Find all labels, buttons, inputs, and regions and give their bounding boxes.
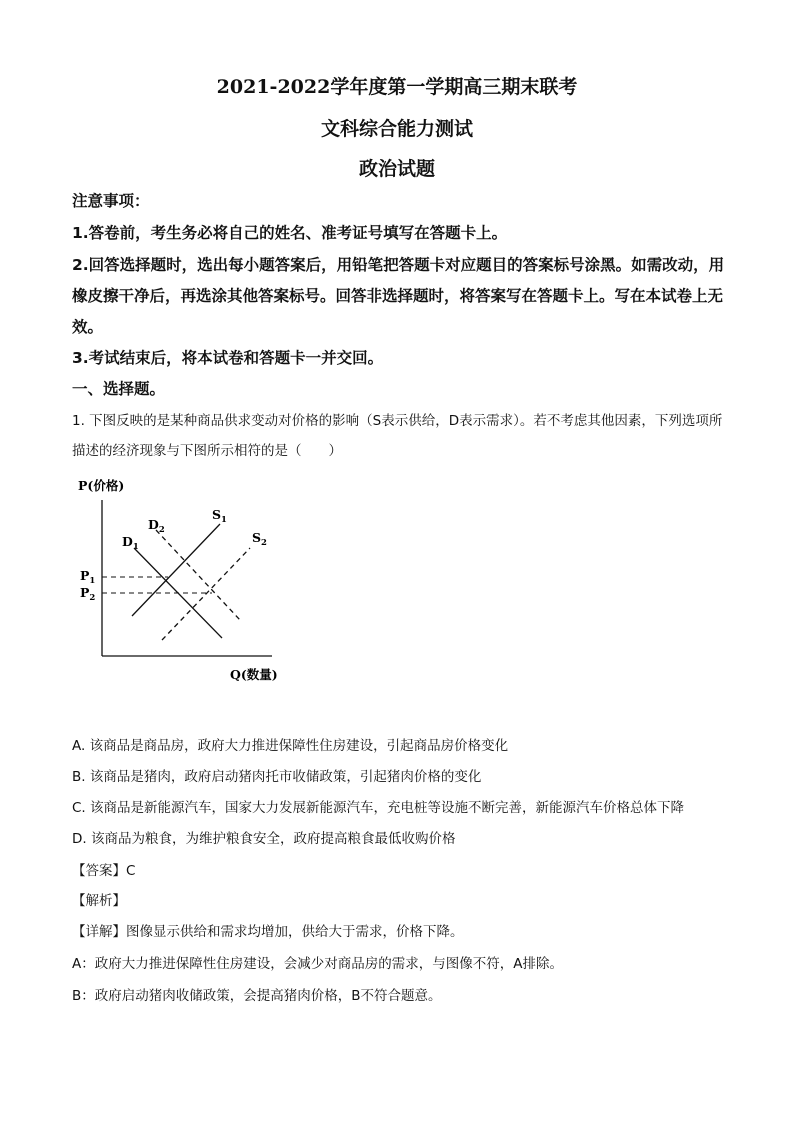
supply-demand-figure: [72, 472, 312, 692]
question-1-stem: 1. 下图反映的是某种商品供求变动对价格的影响（S表示供给，D表示需求）。若不考虑其他因素，下列选项所描述的经济现象与下图所示相符的是（ ）: [72, 413, 723, 459]
option-b: B. 该商品是猪肉，政府启动猪肉托市收储政策，引起猪肉价格的变化: [72, 769, 482, 785]
option-d: D. 该商品为粮食，为维护粮食安全，政府提高粮食最低收购价格: [72, 831, 456, 847]
answer-line: 【答案】C: [72, 863, 136, 879]
exam-subject: 政治试题: [358, 158, 435, 180]
label-d1: $D_1$: [122, 534, 139, 552]
label-p1: $P_1$: [80, 568, 96, 586]
supply-curve-s2: [162, 548, 250, 640]
notice-item-1: 1.答卷前，考生务必将自己的姓名、准考证号填写在答题卡上。: [72, 224, 508, 242]
explain-b: B：政府启动猪肉收储政策，会提高猪肉价格，B不符合题意。: [72, 988, 442, 1004]
label-s2: $S_2$: [252, 530, 267, 548]
notice-item-2: 2.回答选择题时，选出每小题答案后，用铅笔把答题卡对应题目的答案标号涂黑。如需改动，用橡皮擦干净后，再选涂其他答案标号。回答非选择题时，将答案写在答题卡上。写在本试卷上无效。: [72, 256, 725, 336]
notice-item-3: 3.考试结束后，将本试卷和答题卡一并交回。: [72, 349, 384, 367]
analysis-label: 【解析】: [72, 893, 126, 909]
label-s1: $S_1$: [212, 507, 227, 525]
y-axis-label: P(价格): [78, 478, 125, 493]
label-d2: $D_2$: [148, 517, 165, 535]
demand-curve-d2: [156, 530, 240, 620]
label-p2: $P_2$: [80, 585, 96, 603]
option-a: A. 该商品是商品房，政府大力推进保障性住房建设，引起商品房价格变化: [72, 738, 509, 754]
exam-subtitle: 文科综合能力测试: [320, 118, 473, 140]
detail-line: 【详解】图像显示供给和需求均增加，供给大于需求，价格下降。: [72, 924, 464, 940]
supply-curve-s1: [132, 524, 220, 616]
exam-title: 2021-2022学年度第一学期高三期末联考: [216, 76, 578, 98]
notice-heading: 注意事项：: [72, 192, 150, 210]
x-axis-label: Q(数量): [230, 667, 278, 682]
option-c: C. 该商品是新能源汽车，国家大力发展新能源汽车，充电桩等设施不断完善，新能源汽车价格总体下降: [72, 800, 685, 816]
section-heading: 一、选择题。: [72, 380, 166, 398]
explain-a: A：政府大力推进保障性住房建设，会减少对商品房的需求，与图像不符，A排除。: [72, 956, 563, 972]
